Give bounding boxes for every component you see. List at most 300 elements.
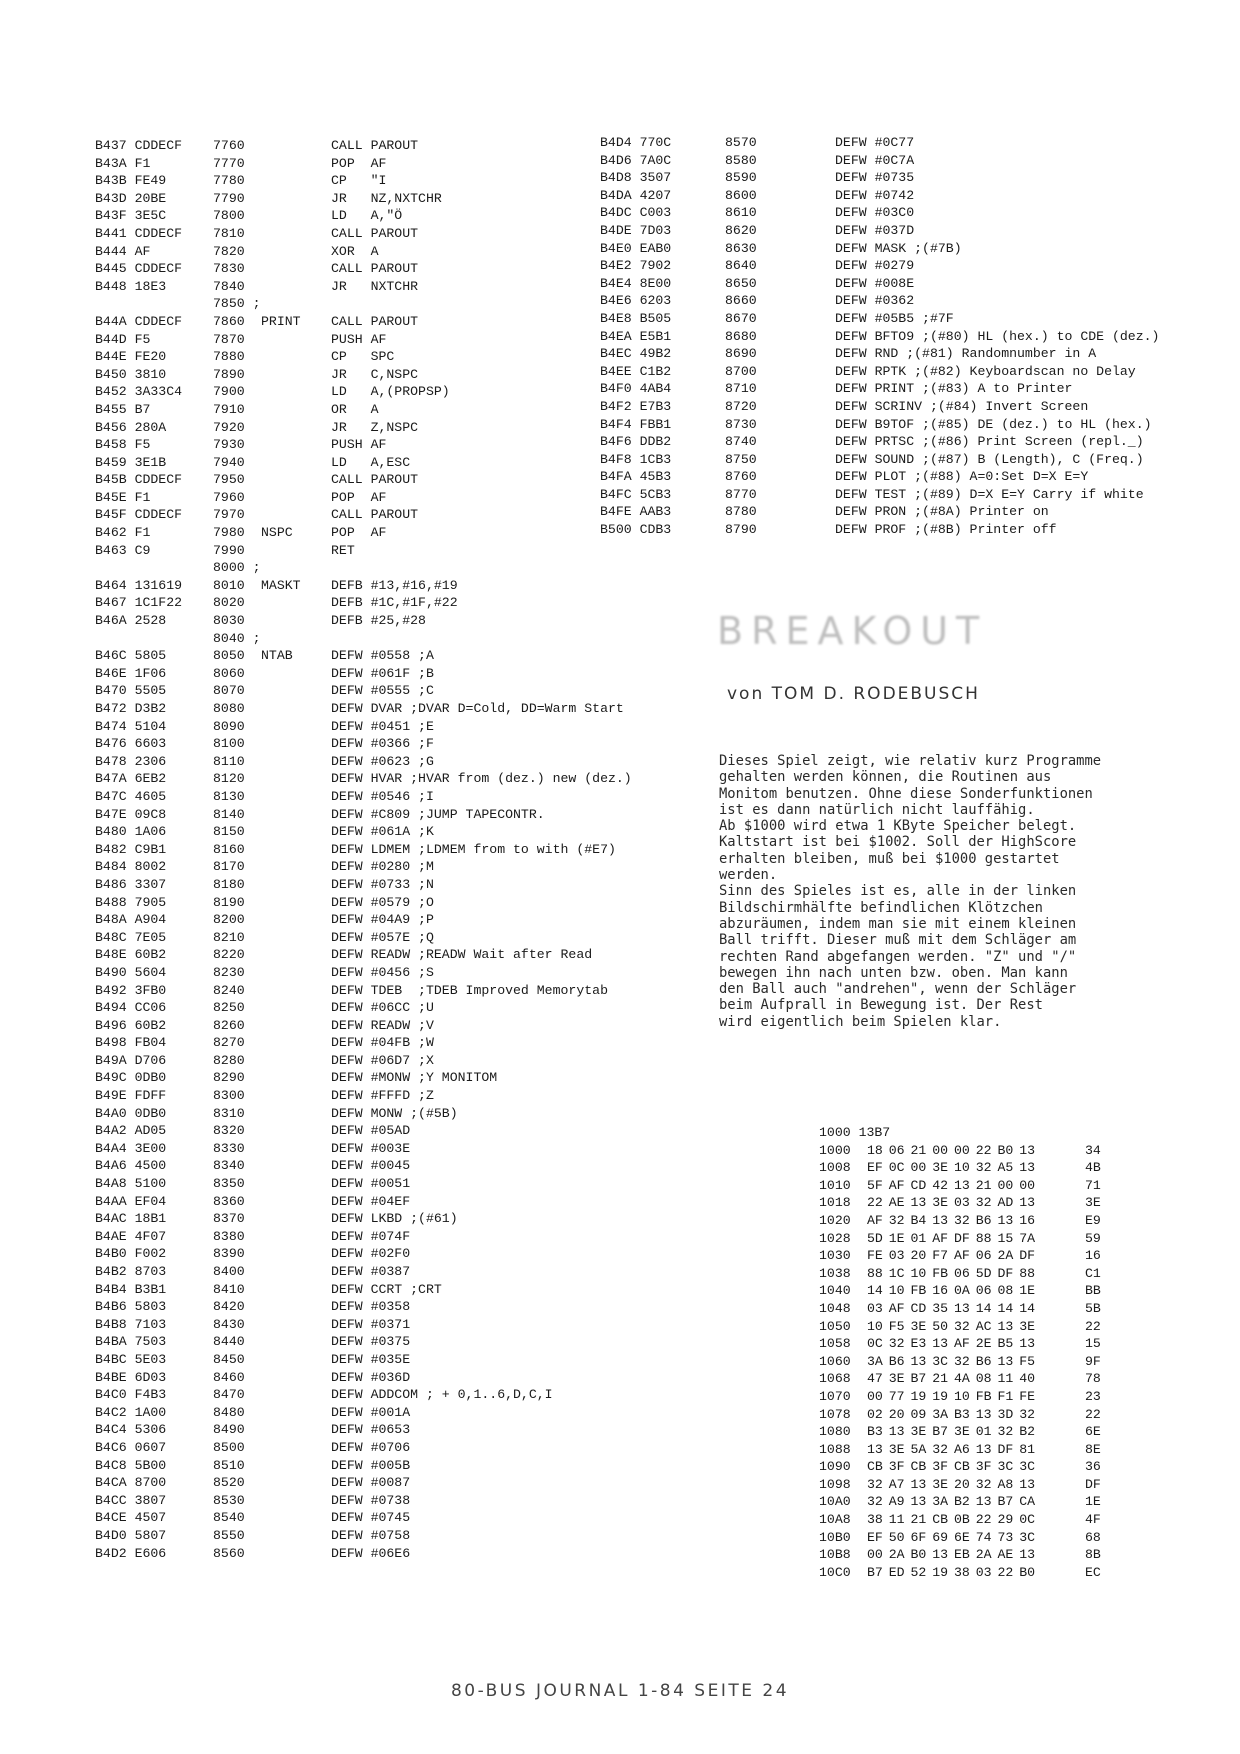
listing-line-number: 8130 [213, 788, 245, 804]
listing-address: B4E4 8E00 [600, 275, 672, 291]
listing-label: NSPC [261, 525, 293, 541]
hex-bytes: 14 10 FB 16 0A 06 08 1E [867, 1283, 1036, 1299]
hex-checksum: 3E [1085, 1195, 1101, 1211]
listing-code: DEFW PROF ;(#8B) Printer off [835, 522, 1057, 538]
hex-checksum: 8E [1085, 1441, 1101, 1457]
listing-label [261, 1017, 331, 1035]
listing-row [95, 1386, 761, 1404]
listing-code: JR C,NSPC [331, 366, 419, 382]
listing-line-number: 8580 [725, 152, 757, 168]
listing-label [261, 735, 331, 753]
listing-line-number: 8170 [213, 859, 245, 875]
article-line: bewegen ihn nach unten bzw. oben. Man kann [719, 964, 1068, 981]
listing-code: DEFW #036D [331, 1369, 411, 1385]
hex-address: 1098 [819, 1476, 851, 1492]
listing-row [95, 894, 761, 912]
listing-row [600, 398, 1240, 416]
hex-checksum: C1 [1085, 1265, 1101, 1281]
listing-row [95, 1069, 761, 1087]
listing-code: DEFW #C809 ;JUMP TAPECONTR. [331, 806, 545, 822]
listing-address: B480 1A06 [95, 824, 167, 840]
listing-line-number: 8330 [213, 1140, 245, 1156]
hex-address: 1010 [819, 1177, 851, 1193]
listing-address: B44E FE20 [95, 349, 167, 365]
listing-label [261, 806, 331, 824]
hex-address: 1008 [819, 1160, 851, 1176]
listing-label [261, 1245, 331, 1263]
listing-address: B4E2 7902 [600, 258, 672, 274]
hex-checksum: 23 [1085, 1388, 1101, 1404]
listing-code: LD A,(PROPSP) [331, 384, 450, 400]
listing-line-number: 8360 [213, 1193, 245, 1209]
listing-line-number: 8090 [213, 718, 245, 734]
hex-bytes: 10 F5 3E 50 32 AC 13 3E [867, 1318, 1036, 1334]
hex-address: 1078 [819, 1406, 851, 1422]
listing-label [261, 1157, 331, 1175]
hex-row [819, 1353, 1115, 1371]
listing-line-number: 8750 [725, 451, 757, 467]
listing-address: B470 5505 [95, 683, 167, 699]
listing-label [261, 366, 331, 384]
hex-row [819, 1282, 1115, 1300]
hex-address: 1000 [819, 1142, 851, 1158]
listing-address [95, 559, 213, 577]
listing-code: DEFW #074F [331, 1228, 411, 1244]
hex-address: 1030 [819, 1248, 851, 1264]
listing-code: DEFW #05B5 ;#7F [835, 310, 954, 326]
listing-line-number: 8780 [725, 504, 757, 520]
listing-label [261, 1316, 331, 1334]
listing-line-number: 8790 [725, 522, 757, 538]
listing-label [261, 1069, 331, 1087]
listing-line-number: 8710 [725, 381, 757, 397]
listing-code: CP SPC [331, 349, 395, 365]
listing-address: B44A CDDECF [95, 313, 183, 329]
listing-line-number: 8590 [725, 170, 757, 186]
listing-code: DEFW #0745 [331, 1510, 411, 1526]
listing-address: B4B8 7103 [95, 1316, 167, 1332]
article-line: werden. [719, 867, 778, 884]
listing-code: DEFW #0555 ;C [331, 683, 434, 699]
listing-address: B4CC 3807 [95, 1492, 167, 1508]
listing-line-number: 8350 [213, 1176, 245, 1192]
listing-row [600, 292, 1240, 310]
listing-address: B474 5104 [95, 718, 167, 734]
listing-label [261, 1052, 331, 1070]
listing-code: DEFW #0087 [331, 1475, 411, 1491]
listing-row [95, 718, 761, 736]
listing-label [261, 630, 331, 648]
listing-code: DEFW PLOT ;(#88) A=0:Set D=X E=Y [835, 469, 1089, 485]
listing-address: B4BE 6D03 [95, 1369, 167, 1385]
listing-code: XOR A [331, 243, 379, 259]
listing-line-number: 8480 [213, 1404, 245, 1420]
listing-code: DEFW CCRT ;CRT [331, 1281, 442, 1297]
listing-label [261, 1263, 331, 1281]
listing-row [600, 345, 1240, 363]
listing-code: CP "I [331, 173, 387, 189]
listing-code: DEFW #0758 [331, 1527, 411, 1543]
listing-code: DEFW PRTSC ;(#86) Print Screen (repl._) [835, 434, 1144, 450]
listing-label [261, 1404, 331, 1422]
hex-checksum: 59 [1085, 1230, 1101, 1246]
listing-address: B500 CDB3 [600, 522, 672, 538]
hex-checksum: E9 [1085, 1212, 1101, 1228]
listing-address [95, 630, 213, 648]
listing-address: B4C2 1A00 [95, 1404, 167, 1420]
hex-bytes: 32 A7 13 3E 20 32 A8 13 [867, 1476, 1036, 1492]
listing-address: B49E FDFF [95, 1088, 167, 1104]
hex-bytes: 18 06 21 00 00 22 B0 13 [867, 1142, 1036, 1158]
listing-row [95, 753, 761, 771]
hex-checksum: 9F [1085, 1353, 1101, 1369]
listing-address: B448 18E3 [95, 278, 167, 294]
listing-code: DEFW #0280 ;M [331, 859, 434, 875]
listing-row [95, 1122, 761, 1140]
listing-address [95, 295, 213, 313]
hex-checksum: DF [1085, 1476, 1101, 1492]
listing-code: CALL PAROUT [331, 507, 419, 523]
listing-line-number: 8280 [213, 1052, 245, 1068]
listing-line-number: 8460 [213, 1369, 245, 1385]
listing-code: OR A [331, 401, 379, 417]
listing-address: B43F 3E5C [95, 208, 167, 224]
listing-label [261, 1492, 331, 1510]
hex-row [819, 1511, 1115, 1529]
listing-label: NTAB [261, 648, 293, 664]
hex-address: 10B8 [819, 1547, 851, 1563]
listing-code: DEFW #0366 ;F [331, 736, 434, 752]
listing-row [600, 503, 1240, 521]
listing-line-number: 8250 [213, 1000, 245, 1016]
listing-address: B437 CDDECF [95, 138, 183, 153]
listing-row [95, 1140, 761, 1158]
hex-checksum: 68 [1085, 1529, 1101, 1545]
listing-address: B482 C9B1 [95, 841, 167, 857]
hex-checksum: 16 [1085, 1248, 1101, 1264]
listing-row [600, 451, 1240, 469]
hex-address: 1070 [819, 1388, 851, 1404]
article-line: beim Aufprall in Bewegung ist. Der Rest [719, 997, 1043, 1014]
listing-line-number: 8240 [213, 982, 245, 998]
listing-label [261, 1439, 331, 1457]
listing-row [95, 577, 761, 595]
article-line: Sinn des Spieles ist es, alle in der linken [719, 883, 1077, 900]
listing-line-number: 8220 [213, 947, 245, 963]
listing-label [261, 665, 331, 683]
listing-line-number: 8430 [213, 1316, 245, 1332]
listing-code: DEFW READW ;V [331, 1017, 434, 1033]
listing-code: DEFW #0045 [331, 1158, 411, 1174]
listing-line-number: 7980 [213, 525, 245, 541]
listing-line-number: 7930 [213, 437, 245, 453]
article-line: Monitom benutzen. Ohne diese Sonderfunktionen [719, 785, 1093, 802]
listing-address: B4C8 5B00 [95, 1457, 167, 1473]
listing-row [95, 1228, 761, 1246]
listing-address: B47E 09C8 [95, 806, 167, 822]
listing-line-number: 7970 [213, 507, 245, 523]
listing-label [261, 207, 331, 225]
listing-code: DEFW #001A [331, 1404, 411, 1420]
listing-row [95, 1210, 761, 1228]
listing-line-number: 8380 [213, 1228, 245, 1244]
listing-row [95, 1034, 761, 1052]
listing-label [261, 401, 331, 419]
listing-code: LD A,"Ö [331, 208, 403, 224]
listing-address: B484 8002 [95, 859, 167, 875]
listing-address: B49C 0DB0 [95, 1070, 167, 1086]
listing-label [261, 1034, 331, 1052]
listing-address: B467 1C1F22 [95, 595, 183, 611]
listing-address: B459 3E1B [95, 454, 167, 470]
listing-code: DEFW TDEB ;TDEB Improved Memorytab [331, 982, 608, 998]
listing-row [95, 1351, 761, 1369]
listing-row [95, 630, 761, 648]
hex-bytes: AF 32 B4 13 32 B6 13 16 [867, 1212, 1036, 1228]
hex-row [819, 1423, 1115, 1441]
listing-code: DEFW ADDCOM ; + 0,1..6,D,C,I [331, 1387, 553, 1403]
listing-line-number: 7880 [213, 349, 245, 365]
listing-line-number: 7800 [213, 208, 245, 224]
listing-row [95, 788, 761, 806]
listing-address: B441 CDDECF [95, 225, 183, 241]
listing-address: B4B6 5803 [95, 1299, 167, 1315]
hex-checksum: 34 [1085, 1142, 1101, 1158]
listing-label [261, 489, 331, 507]
listing-code: DEFW RND ;(#81) Randomnumber in A [835, 346, 1097, 362]
listing-code: CALL PAROUT [331, 225, 419, 241]
listing-row [95, 982, 761, 1000]
listing-code: CALL PAROUT [331, 261, 419, 277]
hex-bytes: 5D 1E 01 AF DF 88 15 7A [867, 1230, 1036, 1246]
hex-address: 1018 [819, 1195, 851, 1211]
listing-line-number: 8000 ; [213, 560, 261, 576]
hex-checksum: 8B [1085, 1547, 1101, 1563]
hex-checksum: 4F [1085, 1512, 1101, 1528]
listing-row [95, 1298, 761, 1316]
listing-label [261, 858, 331, 876]
listing-line-number: 8160 [213, 841, 245, 857]
hex-checksum: 71 [1085, 1177, 1101, 1193]
listing-label [261, 1281, 331, 1299]
listing-label [261, 594, 331, 612]
hex-bytes: 00 77 19 19 10 FB F1 FE [867, 1388, 1036, 1404]
listing-address: B444 AF [95, 243, 151, 259]
listing-line-number: 8030 [213, 613, 245, 629]
listing-line-number: 8610 [725, 205, 757, 221]
listing-line-number: 8570 [725, 135, 757, 150]
listing-address: B452 3A33C4 [95, 384, 183, 400]
listing-code: DEFW BFTO9 ;(#80) HL (hex.) to CDE (dez.) [835, 328, 1160, 344]
listing-code: DEFW #04EF [331, 1193, 411, 1209]
listing-code: DEFW #003E [331, 1140, 411, 1156]
listing-line-number: 7950 [213, 472, 245, 488]
listing-label [261, 471, 331, 489]
hex-checksum: 36 [1085, 1459, 1101, 1475]
listing-address: B4FC 5CB3 [600, 486, 672, 502]
listing-label [261, 1210, 331, 1228]
listing-row [95, 700, 761, 718]
listing-line-number: 7940 [213, 454, 245, 470]
hex-address: 1038 [819, 1265, 851, 1281]
listing-code: PUSH AF [331, 331, 387, 347]
listing-address: B4C6 0607 [95, 1439, 167, 1455]
listing-code: DEFB #13,#16,#19 [331, 577, 458, 593]
hex-row [819, 1476, 1115, 1494]
listing-code: DEFW #005B [331, 1457, 411, 1473]
hex-row [819, 1212, 1115, 1230]
listing-code: DEFW LKBD ;(#61) [331, 1211, 458, 1227]
listing-line-number: 7770 [213, 155, 245, 171]
listing-code: DEFW #061F ;B [331, 665, 434, 681]
listing-row [95, 1316, 761, 1334]
listing-row [95, 806, 761, 824]
listing-code: DEFW #MONW ;Y MONITOM [331, 1070, 498, 1086]
listing-address: B4EA E5B1 [600, 328, 672, 344]
hex-address: 1040 [819, 1283, 851, 1299]
listing-label [261, 823, 331, 841]
article-line: den Ball auch "andrehen", wenn der Schläger [719, 981, 1077, 998]
listing-line-number: 8630 [725, 240, 757, 256]
listing-line-number: 8660 [725, 293, 757, 309]
listing-line-number: 8400 [213, 1264, 245, 1279]
listing-row [95, 1245, 761, 1263]
listing-label [261, 1527, 331, 1545]
listing-line-number: 8310 [213, 1105, 245, 1121]
listing-line-number: 8510 [213, 1457, 245, 1473]
listing-code: DEFW HVAR ;HVAR from (dez.) new (dez.) [331, 771, 632, 787]
listing-code: DEFW #06D7 ;X [331, 1052, 434, 1068]
listing-label [261, 331, 331, 349]
listing-line-number: 7960 [213, 489, 245, 505]
listing-row [95, 1193, 761, 1211]
listing-row [95, 559, 761, 577]
listing-row [95, 1509, 761, 1527]
listing-label [261, 454, 331, 472]
hex-bytes: EF 0C 00 3E 10 32 A5 13 [867, 1160, 1036, 1176]
hex-address: 10A0 [819, 1494, 851, 1510]
listing-line-number: 8080 [213, 701, 245, 716]
listing-address: B4DA 4207 [600, 187, 672, 203]
listing-row [600, 152, 1240, 170]
listing-address: B462 F1 [95, 525, 151, 541]
hex-row [819, 1177, 1115, 1195]
listing-address: B4FA 45B3 [600, 469, 672, 485]
listing-code: DEFW #FFFD ;Z [331, 1088, 434, 1104]
listing-address: B492 3FB0 [95, 982, 167, 998]
hex-checksum: 15 [1085, 1336, 1101, 1352]
hex-bytes: 0C 32 E3 13 AF 2E B5 13 [867, 1336, 1036, 1352]
listing-label [261, 1474, 331, 1492]
listing-label [261, 190, 331, 208]
hex-address: 1090 [819, 1459, 851, 1475]
listing-row [600, 328, 1240, 346]
listing-row [95, 1157, 761, 1175]
listing-row [95, 1527, 761, 1545]
listing-line-number: 8680 [725, 328, 757, 344]
article-line: abzuräumen, indem man sie mit einem kleinen [719, 915, 1077, 932]
listing-label [261, 999, 331, 1017]
hex-row [819, 1194, 1115, 1212]
listing-row [95, 1421, 761, 1439]
listing-code [331, 630, 761, 648]
listing-label [261, 436, 331, 454]
listing-line-number: 7870 [213, 331, 245, 347]
listing-line-number: 8600 [725, 187, 757, 203]
listing-row [95, 946, 761, 964]
listing-address: B4D6 7A0C [600, 152, 672, 168]
listing-code: CALL PAROUT [331, 472, 419, 488]
hex-bytes: CB 3F CB 3F CB 3F 3C 3C [867, 1459, 1036, 1475]
listing-code: DEFW #008E [835, 275, 915, 291]
listing-address: B4A2 AD05 [95, 1123, 167, 1139]
listing-row [95, 612, 761, 630]
listing-address: B4C0 F4B3 [95, 1387, 167, 1403]
listing-code: CALL PAROUT [331, 313, 419, 329]
listing-code: DEFW #0623 ;G [331, 753, 434, 769]
listing-address: B44D F5 [95, 331, 151, 347]
listing-address: B46A 2528 [95, 613, 167, 629]
listing-code: LD A,ESC [331, 454, 411, 470]
hex-address: 1028 [819, 1230, 851, 1246]
listing-line-number: 8210 [213, 929, 245, 945]
hex-row [819, 1388, 1115, 1406]
listing-code: POP AF [331, 489, 387, 505]
listing-code: DEFW #0279 [835, 258, 915, 274]
listing-line-number: 8730 [725, 416, 757, 432]
listing-line-number: 8050 [213, 648, 245, 664]
listing-code: JR NZ,NXTCHR [331, 190, 442, 206]
listing-label [261, 753, 331, 771]
listing-address: B45E F1 [95, 489, 151, 505]
article-line: erhalten bleiben, muß bei $1000 gestartet [719, 850, 1060, 867]
listing-row [600, 240, 1240, 258]
hex-bytes: 32 A9 13 3A B2 13 B7 CA [867, 1494, 1036, 1510]
listing-line-number: 8190 [213, 894, 245, 910]
listing-address: B478 2306 [95, 753, 167, 769]
listing-row [95, 911, 761, 929]
listing-code: DEFW #06E6 [331, 1545, 411, 1561]
hex-bytes: 02 20 09 3A B3 13 3D 32 [867, 1406, 1036, 1422]
listing-row [95, 1263, 761, 1281]
listing-code: POP AF [331, 155, 387, 171]
listing-row [600, 416, 1240, 434]
listing-label [261, 1228, 331, 1246]
hex-row [819, 1458, 1115, 1476]
listing-label [261, 788, 331, 806]
listing-code: DEFW #0742 [835, 187, 915, 203]
listing-address: B472 D3B2 [95, 701, 167, 716]
listing-line-number: 8690 [725, 346, 757, 362]
listing-row [95, 542, 761, 560]
listing-address: B455 B7 [95, 401, 151, 417]
listing-label: PRINT [261, 313, 301, 329]
listing-address: B4F4 FBB1 [600, 416, 672, 432]
listing-address: B4FE AAB3 [600, 504, 672, 520]
listing-line-number: 8410 [213, 1281, 245, 1297]
listing-line-number: 7760 [213, 138, 245, 153]
listing-label [261, 1457, 331, 1475]
listing-line-number: 8530 [213, 1492, 245, 1508]
listing-line-number: 7790 [213, 190, 245, 206]
listing-row [95, 841, 761, 859]
listing-code: DEFW RPTK ;(#82) Keyboardscan no Delay [835, 363, 1136, 379]
listing-row [95, 1052, 761, 1070]
listing-row [95, 999, 761, 1017]
listing-label: MASKT [261, 577, 301, 593]
hex-bytes: 3A B6 13 3C 32 B6 13 F5 [867, 1353, 1036, 1369]
listing-label [261, 225, 331, 243]
